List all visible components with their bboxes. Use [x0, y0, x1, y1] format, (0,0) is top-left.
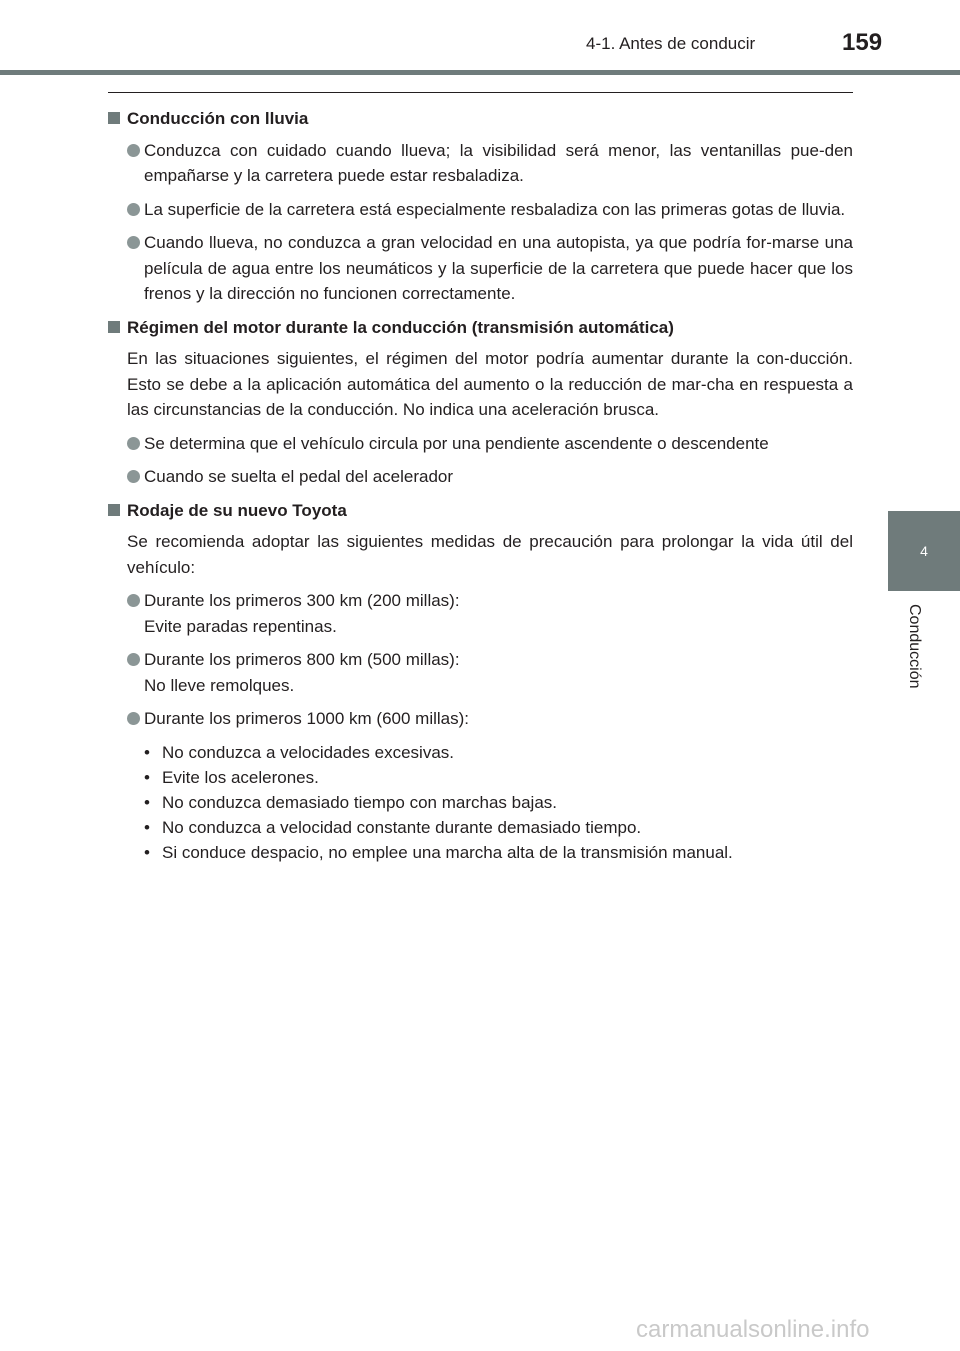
content — [108, 106, 853, 865]
section-heading-text: Régimen del motor durante la conducción (transmisión automática) — [127, 317, 674, 337]
circle-bullet-icon — [127, 712, 140, 725]
small-bullet-icon: • — [144, 817, 150, 837]
chapter-tab — [888, 511, 960, 591]
section-heading — [108, 106, 853, 132]
square-bullet-icon — [108, 504, 120, 516]
sub-list-item-text: No conduzca a velocidad constante durante demasiado tiempo. — [162, 817, 642, 837]
sub-list-item — [108, 765, 853, 790]
circle-bullet-icon — [127, 470, 140, 483]
circle-bullet-icon — [127, 203, 140, 216]
section-paragraph: En las situaciones siguientes, el régimen del motor podría aumentar durante la con-ducción. Esto se debe a la aplicación automática del aumento o la reducción de mar-cha en respuesta a las circunstancias de la conducción. No indica una aceleración brusca. — [127, 349, 853, 419]
section-heading-text: Rodaje de su nuevo Toyota — [127, 500, 347, 520]
list-item-text: La superficie de la carretera está especialmente resbaladiza con las primeras gotas de lluvia. — [144, 199, 846, 219]
list-item — [108, 464, 853, 490]
list-item — [108, 230, 853, 307]
sub-list-item — [108, 815, 853, 840]
list-item-subtext: No lleve remolques. — [144, 675, 295, 695]
list-item — [108, 588, 853, 639]
page-number: 159 — [842, 29, 883, 56]
list-item-text: Conduzca con cuidado cuando llueva; la visibilidad será menor, las ventanillas pue-den empañarse y la carretera puede estar resbaladiza. — [144, 140, 853, 185]
section-heading — [108, 498, 853, 524]
sub-list-item-text: Evite los acelerones. — [162, 767, 319, 787]
sub-list-item — [108, 840, 853, 865]
sub-list-item-text: No conduzca demasiado tiempo con marchas bajas. — [162, 792, 557, 812]
small-bullet-icon: • — [144, 792, 150, 812]
circle-bullet-icon — [127, 653, 140, 666]
watermark: carmanualsonline.info — [636, 1316, 870, 1343]
circle-bullet-icon — [127, 437, 140, 450]
list-item — [108, 431, 853, 457]
chapter-tab-number: 4 — [920, 543, 928, 559]
circle-bullet-icon — [127, 144, 140, 157]
sub-bullet-list — [108, 740, 853, 865]
section-heading — [108, 315, 853, 341]
list-item-text: Durante los primeros 1000 km (600 millas): — [144, 709, 470, 728]
list-item — [108, 706, 853, 732]
list-item — [108, 197, 853, 223]
small-bullet-icon: • — [144, 842, 150, 862]
circle-bullet-icon — [127, 236, 140, 249]
sub-list-item-text: No conduzca a velocidades excesivas. — [162, 742, 454, 762]
list-item-text: Se determina que el vehículo circula por una pendiente ascendente o descendente — [144, 433, 769, 453]
chapter-tab-label: Conducción — [906, 604, 923, 689]
list-item-subtext: Evite paradas repentinas. — [144, 616, 337, 636]
sub-list-item-text: Si conduce despacio, no emplee una marcha alta de la transmisión manual. — [162, 842, 733, 862]
list-item-text: Cuando llueva, no conduzca a gran velocidad en una autopista, ya que podría for-marse una película de agua entre los neumáticos y la superficie de la carretera que puede hacer que los frenos y la dirección no funcionen correctamente. — [144, 233, 853, 303]
list-item-text: Durante los primeros 300 km (200 millas): — [144, 591, 460, 610]
sub-list-item — [108, 740, 853, 765]
section-paragraph: Se recomienda adoptar las siguientes medidas de precaución para prolongar la vida útil del vehículo: — [127, 532, 853, 577]
list-item-text: Durante los primeros 800 km (500 millas): — [144, 650, 460, 669]
list-item — [108, 138, 853, 189]
sub-list-item — [108, 790, 853, 815]
square-bullet-icon — [108, 321, 120, 333]
small-bullet-icon: • — [144, 742, 150, 762]
section-heading-text: Conducción con lluvia — [127, 109, 309, 128]
header-rule — [0, 70, 960, 75]
list-item-text: Cuando se suelta el pedal del acelerador — [144, 467, 454, 486]
header-section-title: 4-1. Antes de conducir — [586, 34, 756, 53]
circle-bullet-icon — [127, 594, 140, 607]
square-bullet-icon — [108, 112, 120, 124]
content-top-rule — [108, 92, 853, 93]
small-bullet-icon: • — [144, 767, 150, 787]
list-item — [108, 647, 853, 698]
